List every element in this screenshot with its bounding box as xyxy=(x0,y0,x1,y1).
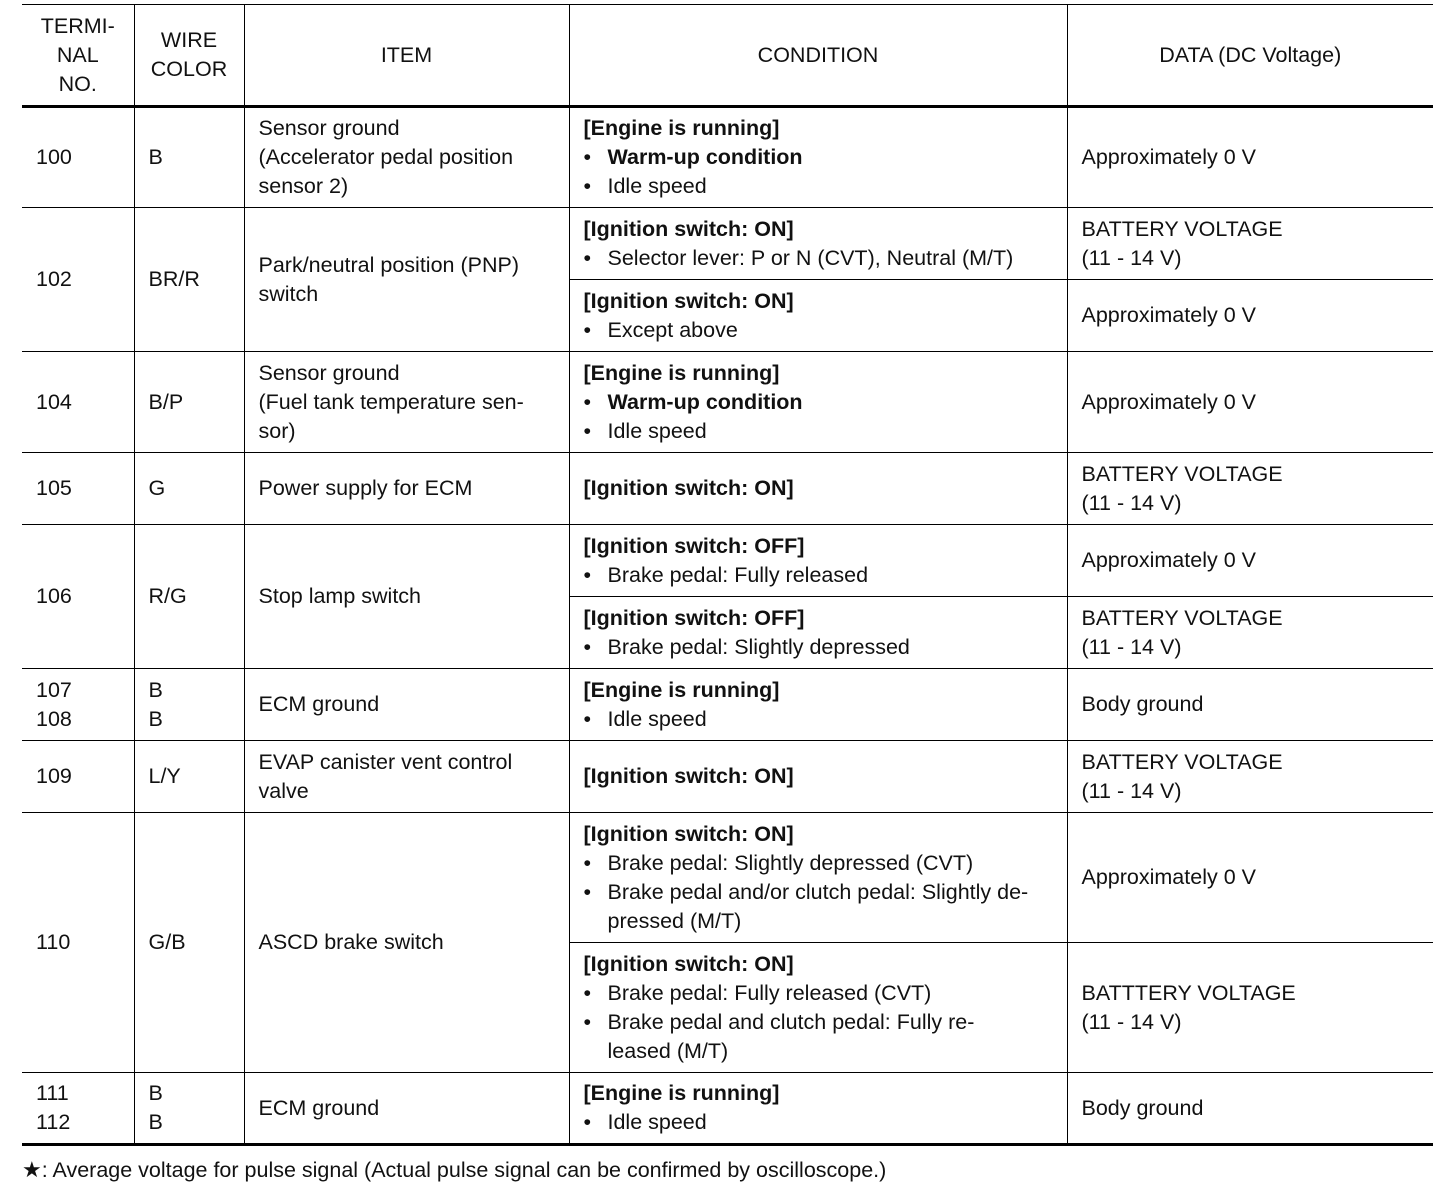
condition-bullet xyxy=(584,705,1053,734)
condition-bullet xyxy=(584,316,1053,345)
condition-bullet-text: Brake pedal and/or clutch pedal: Slightly de- pressed (M/T) xyxy=(607,879,1029,933)
header-wire-color: WIRE COLOR xyxy=(134,5,244,107)
wire-color-cell xyxy=(134,741,244,813)
item-text: sor) xyxy=(258,418,296,443)
condition-bullet-text: Brake pedal: Slightly depressed xyxy=(607,634,910,659)
table-row xyxy=(22,525,1433,597)
condition-bullet xyxy=(584,244,1053,273)
header-row xyxy=(22,5,1433,107)
condition-bullet xyxy=(584,1108,1053,1137)
condition-bullet-text: Brake pedal: Fully released xyxy=(607,562,869,587)
condition-heading: [Ignition switch: ON] xyxy=(583,288,794,313)
footnote xyxy=(22,1157,886,1183)
terminal-number: 104 xyxy=(36,389,72,414)
header-terminal-no: TERMI- NAL NO. xyxy=(22,5,134,107)
data-value: BATTERY VOLTAGE xyxy=(1081,749,1283,774)
terminal-table-container xyxy=(22,4,1433,1146)
condition-bullet-text: Idle speed xyxy=(607,1110,707,1134)
condition-heading: [Ignition switch: ON] xyxy=(583,216,794,241)
terminal-no-cell xyxy=(22,1073,134,1145)
wire-color: G xyxy=(148,476,166,500)
item-text: Sensor ground xyxy=(258,116,400,140)
item-text: Power supply for ECM xyxy=(258,476,473,500)
item-text: switch xyxy=(258,281,319,306)
data-value: Approximately 0 V xyxy=(1081,548,1256,572)
item-text: Sensor ground xyxy=(258,360,400,385)
table-row xyxy=(22,1073,1433,1145)
data-value: Approximately 0 V xyxy=(1081,145,1256,169)
condition-bullet-text: Idle speed xyxy=(607,418,707,443)
wire-color: L/Y xyxy=(148,764,181,788)
terminal-number: 111 xyxy=(36,1081,69,1105)
wire-color: B xyxy=(148,1110,163,1134)
data-cell xyxy=(1067,453,1433,525)
terminal-no-cell xyxy=(22,352,134,453)
data-value: Approximately 0 V xyxy=(1081,865,1256,889)
data-value: Approximately 0 V xyxy=(1081,389,1256,414)
bullet-icon: • xyxy=(583,634,592,659)
condition-cell xyxy=(569,107,1067,208)
condition-cell xyxy=(569,453,1067,525)
star-icon: ★ xyxy=(22,1157,42,1182)
data-value: (11 - 14 V) xyxy=(1081,245,1182,270)
data-cell xyxy=(1067,107,1433,208)
item-cell xyxy=(244,453,569,525)
data-value: (11 - 14 V) xyxy=(1081,634,1182,659)
terminal-no-cell xyxy=(22,741,134,813)
wire-color: B xyxy=(148,145,163,169)
terminal-no-cell xyxy=(22,107,134,208)
bullet-icon: • xyxy=(583,879,592,904)
item-text: valve xyxy=(258,778,309,803)
terminal-no-cell xyxy=(22,453,134,525)
data-value: (11 - 14 V) xyxy=(1081,778,1182,803)
condition-heading: [Engine is running] xyxy=(583,677,780,702)
data-value: (11 - 14 V) xyxy=(1081,1009,1182,1034)
item-cell xyxy=(244,208,569,352)
wire-color: B xyxy=(148,706,163,731)
item-text: Stop lamp switch xyxy=(258,584,422,608)
bullet-icon: • xyxy=(583,389,592,414)
item-cell xyxy=(244,813,569,1073)
table-body xyxy=(22,107,1433,1145)
data-cell xyxy=(1067,208,1433,280)
condition-bullet xyxy=(584,143,1053,172)
condition-bullet xyxy=(584,388,1053,417)
condition-bullet xyxy=(584,849,1053,878)
condition-bullet xyxy=(584,172,1053,201)
data-value: BATTERY VOLTAGE xyxy=(1081,216,1283,241)
wire-color: B xyxy=(148,1081,163,1105)
terminal-number: 106 xyxy=(36,584,72,608)
condition-heading: [Ignition switch: ON] xyxy=(583,476,794,500)
ecm-terminal-table xyxy=(22,4,1433,1146)
terminal-number: 108 xyxy=(36,706,72,731)
terminal-number: 107 xyxy=(36,677,72,702)
item-cell xyxy=(244,352,569,453)
header-data: DATA (DC Voltage) xyxy=(1067,5,1433,107)
table-row xyxy=(22,453,1433,525)
bullet-icon: • xyxy=(583,706,592,731)
item-cell xyxy=(244,107,569,208)
data-value: BATTTERY VOLTAGE xyxy=(1081,980,1296,1005)
condition-cell xyxy=(569,352,1067,453)
table-row xyxy=(22,208,1433,280)
condition-cell xyxy=(569,525,1067,597)
condition-cell xyxy=(569,1073,1067,1145)
table-row xyxy=(22,741,1433,813)
wire-color-cell xyxy=(134,1073,244,1145)
condition-cell xyxy=(569,208,1067,280)
wire-color: B/P xyxy=(148,389,184,414)
condition-heading: [Ignition switch: OFF] xyxy=(583,533,805,558)
terminal-no-cell xyxy=(22,208,134,352)
condition-cell xyxy=(569,597,1067,669)
item-text: ECM ground xyxy=(258,1095,380,1120)
item-cell xyxy=(244,669,569,741)
data-cell xyxy=(1067,280,1433,352)
data-value: Body ground xyxy=(1081,692,1204,716)
wire-color-cell xyxy=(134,453,244,525)
condition-heading: [Ignition switch: ON] xyxy=(583,821,794,846)
condition-cell xyxy=(569,741,1067,813)
data-cell xyxy=(1067,813,1433,943)
data-value: (11 - 14 V) xyxy=(1081,490,1182,515)
condition-cell xyxy=(569,669,1067,741)
bullet-icon: • xyxy=(583,1110,592,1134)
terminal-no-cell xyxy=(22,813,134,1073)
condition-heading: [Engine is running] xyxy=(583,1081,780,1105)
condition-cell xyxy=(569,943,1067,1073)
wire-color: BR/R xyxy=(148,267,200,291)
data-cell xyxy=(1067,943,1433,1073)
item-text: ECM ground xyxy=(258,692,380,716)
condition-bullet-text: Brake pedal: Fully released (CVT) xyxy=(607,980,932,1005)
wire-color-cell xyxy=(134,208,244,352)
terminal-no-cell xyxy=(22,525,134,669)
item-text: (Fuel tank temperature sen- xyxy=(258,389,524,414)
condition-heading: [Ignition switch: OFF] xyxy=(583,605,805,630)
condition-bullet xyxy=(584,561,1053,590)
item-cell xyxy=(244,1073,569,1145)
condition-bullet xyxy=(584,1008,1053,1066)
condition-bullet-text: Idle speed xyxy=(607,706,707,731)
terminal-number: 112 xyxy=(36,1110,71,1134)
wire-color-cell xyxy=(134,107,244,208)
condition-bullet-text: Warm-up condition xyxy=(607,389,803,414)
table-row xyxy=(22,813,1433,943)
bullet-icon: • xyxy=(583,418,592,443)
condition-bullet-text: Brake pedal and clutch pedal: Fully re- leased (M/T) xyxy=(607,1009,975,1063)
data-value: BATTERY VOLTAGE xyxy=(1081,461,1283,486)
condition-bullet-text: Selector lever: P or N (CVT), Neutral (M/T) xyxy=(607,245,1014,270)
item-text: sensor 2) xyxy=(258,174,349,198)
condition-bullet xyxy=(584,878,1053,936)
terminal-number: 102 xyxy=(36,267,72,291)
wire-color-cell xyxy=(134,525,244,669)
table-row xyxy=(22,669,1433,741)
item-cell xyxy=(244,525,569,669)
item-text: EVAP canister vent control xyxy=(258,749,513,774)
item-text: Park/neutral position (PNP) xyxy=(258,252,519,277)
condition-bullet xyxy=(584,633,1053,662)
table-row xyxy=(22,107,1433,208)
item-text: ASCD brake switch xyxy=(258,930,444,954)
condition-heading: [Engine is running] xyxy=(583,116,780,140)
wire-color: B xyxy=(148,677,163,702)
data-cell xyxy=(1067,597,1433,669)
condition-bullet-text: Brake pedal: Slightly depressed (CVT) xyxy=(607,850,974,875)
wire-color: R/G xyxy=(148,584,187,608)
data-cell xyxy=(1067,525,1433,597)
bullet-icon: • xyxy=(583,317,592,342)
header-item: ITEM xyxy=(244,5,569,107)
data-cell xyxy=(1067,741,1433,813)
wire-color-cell xyxy=(134,352,244,453)
condition-bullet xyxy=(584,979,1053,1008)
bullet-icon: • xyxy=(583,562,592,587)
data-cell xyxy=(1067,669,1433,741)
item-cell xyxy=(244,741,569,813)
condition-cell xyxy=(569,813,1067,943)
condition-heading: [Engine is running] xyxy=(583,360,780,385)
condition-heading: [Ignition switch: ON] xyxy=(583,764,794,788)
terminal-no-cell xyxy=(22,669,134,741)
wire-color-cell xyxy=(134,669,244,741)
condition-bullet-text: Idle speed xyxy=(607,174,707,198)
data-value: Body ground xyxy=(1081,1095,1204,1120)
condition-bullet-text: Except above xyxy=(607,317,738,342)
bullet-icon: • xyxy=(583,245,592,270)
condition-bullet xyxy=(584,417,1053,446)
footnote-text: : Average voltage for pulse signal (Actual pulse signal can be confirmed by oscilloscope.) xyxy=(41,1158,887,1182)
data-value: Approximately 0 V xyxy=(1081,303,1256,327)
bullet-icon: • xyxy=(583,145,592,169)
condition-cell xyxy=(569,280,1067,352)
terminal-number: 100 xyxy=(36,145,72,169)
wire-color-cell xyxy=(134,813,244,1073)
terminal-number: 109 xyxy=(36,764,72,788)
condition-bullet-text: Warm-up condition xyxy=(607,145,803,169)
bullet-icon: • xyxy=(583,1009,592,1034)
bullet-icon: • xyxy=(583,174,592,198)
item-text: (Accelerator pedal position xyxy=(258,145,514,169)
data-value: BATTERY VOLTAGE xyxy=(1081,605,1283,630)
wire-color: G/B xyxy=(148,930,186,954)
data-cell xyxy=(1067,352,1433,453)
table-row xyxy=(22,352,1433,453)
bullet-icon: • xyxy=(583,980,592,1005)
terminal-number: 105 xyxy=(36,476,72,500)
terminal-number: 110 xyxy=(36,930,71,954)
data-cell xyxy=(1067,1073,1433,1145)
header-condition: CONDITION xyxy=(569,5,1067,107)
condition-heading: [Ignition switch: ON] xyxy=(583,951,794,976)
bullet-icon: • xyxy=(583,850,592,875)
